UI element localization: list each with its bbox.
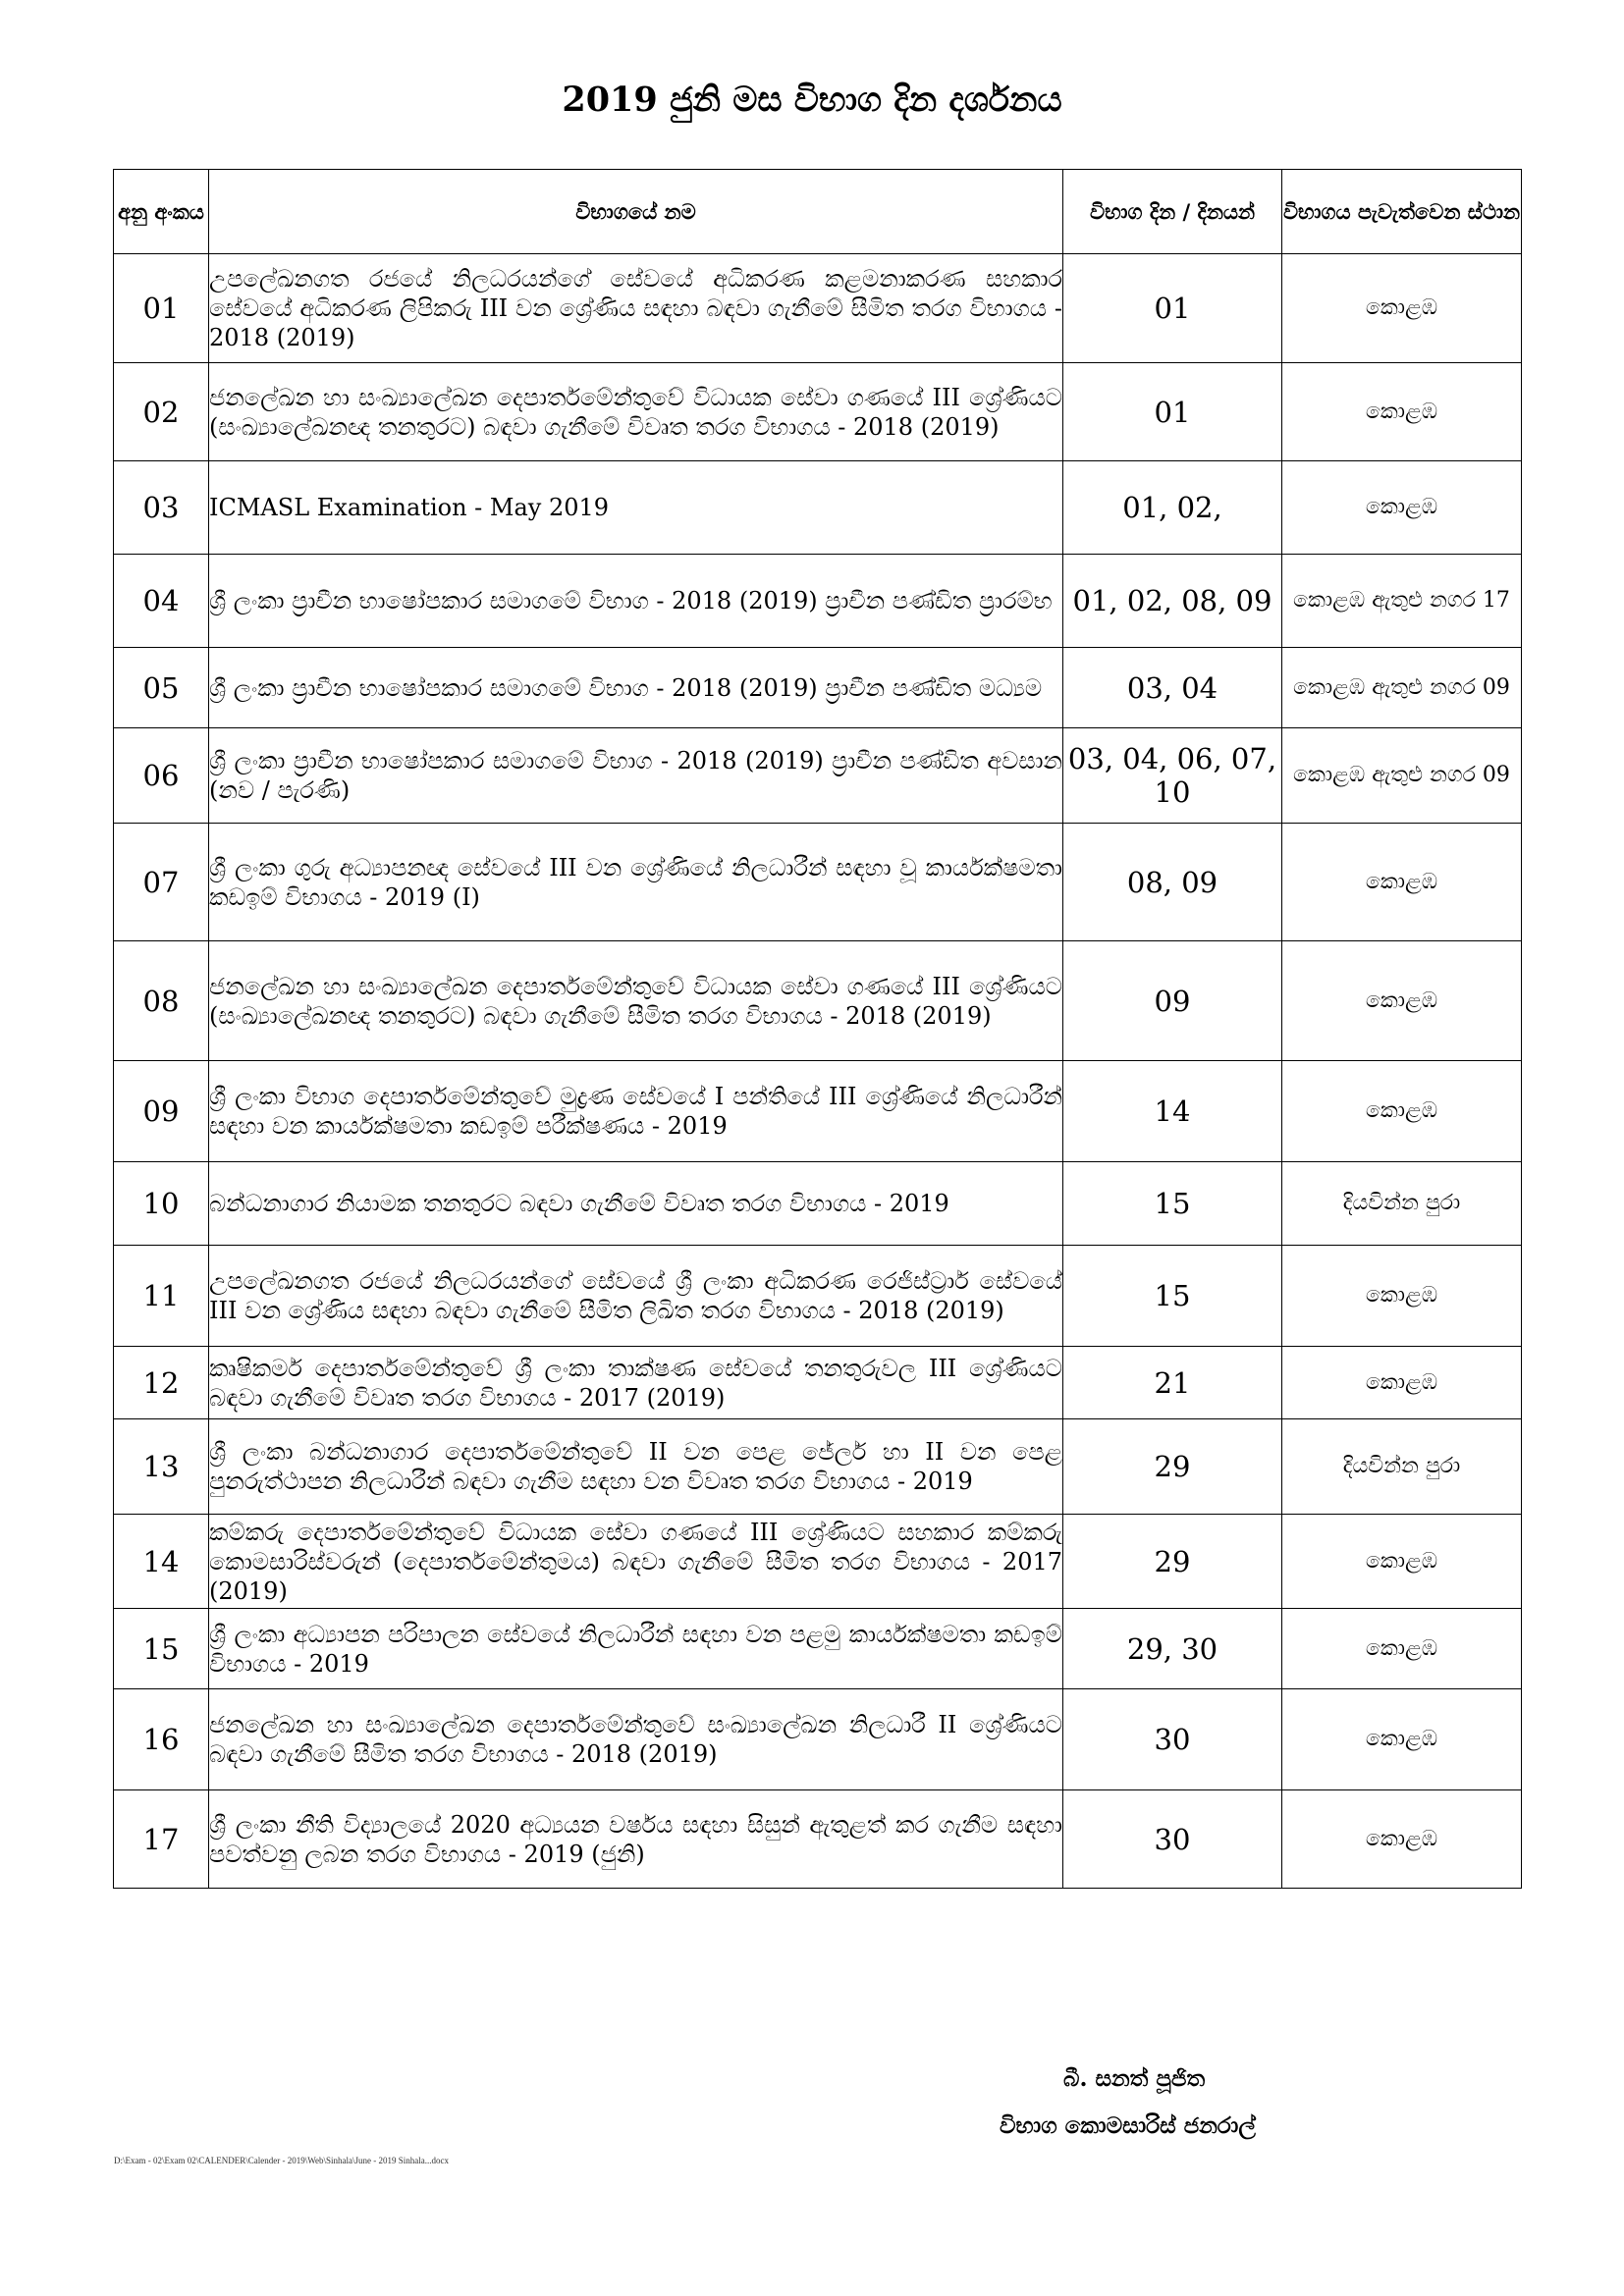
exam-name-cell: ශ්‍රී ලංකා අධ්‍යාපන පරිපාලන සේවයේ නිලධාරීන් සඳහා වන පළමු කාර්යක්ෂමතා කඩඉම් විභාගය - 2019 [209,1609,1063,1689]
exam-dates-cell: 15 [1063,1162,1282,1246]
exam-dates-cell: 03, 04, 06, 07, 10 [1063,728,1282,824]
exam-dates-cell: 09 [1063,941,1282,1061]
table-row [114,555,1522,648]
exam-name-cell: ශ්‍රී ලංකා නීති විද්‍යාලයේ 2020 අධ්‍යයන වර්ෂය සඳහා සිසුන් ඇතුළත් කර ගැනීම සඳහා පවත්වනු ලබන තරග විභාගය - 2019 (ජුනි) [209,1790,1063,1889]
table-row [114,728,1522,824]
exam-venue-cell: කොළඹ [1282,363,1522,461]
exam-venue-cell: කොළඹ [1282,1790,1522,1889]
serial-number-cell: 15 [114,1609,209,1689]
exam-name-cell: උපලේඛනගත රජයේ නිලධරයන්ගේ සේවයේ අධිකරණ කළමනාකරණ සහකාර සේවයේ අධිකරණ ලිපිකරු III වන ශ්‍රේණිය සඳහා බඳවා ගැනීමේ සීමිත තරග විභාගය - 2018 (2019) [209,254,1063,363]
exam-dates-cell: 01, 02, [1063,461,1282,555]
exam-dates-cell: 29 [1063,1515,1282,1609]
exam-venue-cell: කොළඹ [1282,824,1522,941]
exam-dates-cell: 29 [1063,1419,1282,1515]
table-row [114,1162,1522,1246]
table-row [114,461,1522,555]
exam-name-cell: ශ්‍රී ලංකා ගුරු අධ්‍යාපනඥ සේවයේ III වන ශ්‍රේණියේ නිලධාරීන් සඳහා වූ කාර්යක්ෂමතා කඩඉම් විභාගය - 2019 (I) [209,824,1063,941]
exam-dates-cell: 30 [1063,1790,1282,1889]
exam-venue-cell: දියවින්න පුරා [1282,1419,1522,1515]
exam-dates-cell: 01, 02, 08, 09 [1063,555,1282,648]
serial-number-cell: 14 [114,1515,209,1609]
exam-name-cell: කම්කරු දෙපාර්තමේන්තුවේ විධායක සේවා ගණයේ III ශ්‍රේණියට සහකාර කම්කරු කොමසාරිස්වරුන් (දෙපාර්තමේන්තුමය) බඳවා ගැනීමේ සීමිත තරග විභාගය - 2017 (2019) [209,1515,1063,1609]
table-row [114,1347,1522,1419]
table-row [114,1246,1522,1347]
table-row [114,254,1522,363]
exam-venue-cell: කොළඹ [1282,1061,1522,1162]
signatory-designation: විභාග කොමසාරිස් ජනරාල් [1000,2112,1256,2139]
header-exam-dates: විභාග දින / දිනයන් [1063,170,1282,254]
serial-number-cell: 06 [114,728,209,824]
serial-number-cell: 13 [114,1419,209,1515]
serial-number-cell: 10 [114,1162,209,1246]
exam-venue-cell: දියවින්න පුරා [1282,1162,1522,1246]
exam-name-cell: ශ්‍රී ලංකා ප්‍රාචීන භාෂෝපකාර සමාගමේ විභාග - 2018 (2019) ප්‍රාචීන පණ්ඩිත ප්‍රාරම්භ [209,555,1063,648]
header-exam-name: විභාගයේ නම [209,170,1063,254]
exam-dates-cell: 15 [1063,1246,1282,1347]
table-row [114,1689,1522,1790]
exam-name-cell: ශ්‍රී ලංකා විභාග දෙපාර්තමේන්තුවේ මුද්‍රණ සේවයේ I පන්තියේ III ශ්‍රේණියේ නිලධාරීන් සඳහා වන කාර්යක්ෂමතා කඩඉම් පරීක්ෂණය - 2019 [209,1061,1063,1162]
exam-venue-cell: කොළඹ [1282,1689,1522,1790]
table-row [114,941,1522,1061]
exam-venue-cell: කොළඹ [1282,461,1522,555]
serial-number-cell: 16 [114,1689,209,1790]
exam-schedule-table [113,169,1522,1889]
exam-venue-cell: කොළඹ [1282,1246,1522,1347]
serial-number-cell: 07 [114,824,209,941]
exam-name-cell: ශ්‍රී ලංකා ප්‍රාචීන භාෂෝපකාර සමාගමේ විභාග - 2018 (2019) ප්‍රාචීන පණ්ඩිත මධ්‍යම [209,648,1063,728]
exam-dates-cell: 03, 04 [1063,648,1282,728]
table-row [114,1419,1522,1515]
exam-name-cell: ජනලේඛන හා සංඛ්‍යාලේඛන දෙපාර්තමේන්තුවේ සංඛ්‍යාලේඛන නිලධාරී II ශ්‍රේණියට බඳවා ගැනීමේ සීමිත තරග විභාගය - 2018 (2019) [209,1689,1063,1790]
table-row [114,1609,1522,1689]
exam-venue-cell: කොළඹ ඇතුළු නගර 09 [1282,648,1522,728]
exam-venue-cell: කොළඹ ඇතුළු නගර 17 [1282,555,1522,648]
serial-number-cell: 17 [114,1790,209,1889]
exam-venue-cell: කොළඹ ඇතුළු නගර 09 [1282,728,1522,824]
serial-number-cell: 02 [114,363,209,461]
table-row [114,1515,1522,1609]
exam-dates-cell: 14 [1063,1061,1282,1162]
exam-name-cell: ජනලේඛන හා සංඛ්‍යාලේඛන දෙපාර්තමේන්තුවේ විධායක සේවා ගණයේ III ශ්‍රේණියට (සංඛ්‍යාලේඛනඥ තනතුරට) බඳවා ගැනීමේ විවෘත තරග විභාගය - 2018 (2019) [209,363,1063,461]
exam-name-cell: බන්ධනාගාර නියාමක තනතුරට බඳවා ගැනීමේ විවෘත තරග විභාගය - 2019 [209,1162,1063,1246]
exam-dates-cell: 01 [1063,363,1282,461]
exam-name-cell: උපලේඛනගත රජයේ නිලධරයන්ගේ සේවයේ ශ්‍රී ලංකා අධිකරණ රෙජිස්ට්‍රාර් සේවයේ III වන ශ්‍රේණිය සඳහා බඳවා ගැනීමේ සීමිත ලිඛිත තරග විභාගය - 2018 (2019) [209,1246,1063,1347]
table-body [114,254,1522,1889]
table-row [114,824,1522,941]
exam-dates-cell: 01 [1063,254,1282,363]
table-header-row [114,170,1522,254]
serial-number-cell: 01 [114,254,209,363]
exam-venue-cell: කොළඹ [1282,1515,1522,1609]
exam-name-cell: ජනලේඛන හා සංඛ්‍යාලේඛන දෙපාර්තමේන්තුවේ විධායක සේවා ගණයේ III ශ්‍රේණියට (සංඛ්‍යාලේඛනඥ තනතුරට) බඳවා ගැනීමේ සීමිත තරග විභාගය - 2018 (2019) [209,941,1063,1061]
document-file-path: D:\Exam - 02\Exam 02\CALENDER\Calender - 2019\Web\Sinhala\June - 2019 Sinhala...docx [114,2156,449,2165]
exam-venue-cell: කොළඹ [1282,941,1522,1061]
signatory-name: බී. සනත් පූජිත [1063,2065,1206,2092]
header-exam-venue: විභාගය පැවැත්වෙන ස්ථාන [1282,170,1522,254]
table-row [114,648,1522,728]
table-row [114,1061,1522,1162]
exam-name-cell: ශ්‍රී ලංකා බන්ධනාගාර දෙපාර්තමේන්තුවේ II වන පෙළ ජේලර් හා II වන පෙළ පුනරුත්ථාපන නිලධාරීන් බඳවා ගැනීම සඳහා වන විවෘත තරග විභාගය - 2019 [209,1419,1063,1515]
exam-dates-cell: 29, 30 [1063,1609,1282,1689]
serial-number-cell: 11 [114,1246,209,1347]
serial-number-cell: 05 [114,648,209,728]
exam-dates-cell: 21 [1063,1347,1282,1419]
serial-number-cell: 09 [114,1061,209,1162]
serial-number-cell: 08 [114,941,209,1061]
exam-venue-cell: කොළඹ [1282,1347,1522,1419]
exam-name-cell: ICMASL Examination - May 2019 [209,461,1063,555]
exam-venue-cell: කොළඹ [1282,1609,1522,1689]
exam-venue-cell: කොළඹ [1282,254,1522,363]
exam-name-cell: ශ්‍රී ලංකා ප්‍රාචීන භාෂෝපකාර සමාගමේ විභාග - 2018 (2019) ප්‍රාචීන පණ්ඩිත අවසාන (නව / පැරණි) [209,728,1063,824]
page-title: 2019 ජුනි මස විභාග දින දර්ශනය [562,80,1062,120]
exam-dates-cell: 08, 09 [1063,824,1282,941]
table-row [114,363,1522,461]
serial-number-cell: 12 [114,1347,209,1419]
serial-number-cell: 04 [114,555,209,648]
exam-dates-cell: 30 [1063,1689,1282,1790]
table-row [114,1790,1522,1889]
serial-number-cell: 03 [114,461,209,555]
exam-name-cell: කෘෂිකර්ම දෙපාර්තමේන්තුවේ ශ්‍රී ලංකා තාක්ෂණ සේවයේ තනතුරුවල III ශ්‍රේණියට බඳවා ගැනීමේ විවෘත තරග විභාගය - 2017 (2019) [209,1347,1063,1419]
header-serial-number: අනු අංකය [114,170,209,254]
